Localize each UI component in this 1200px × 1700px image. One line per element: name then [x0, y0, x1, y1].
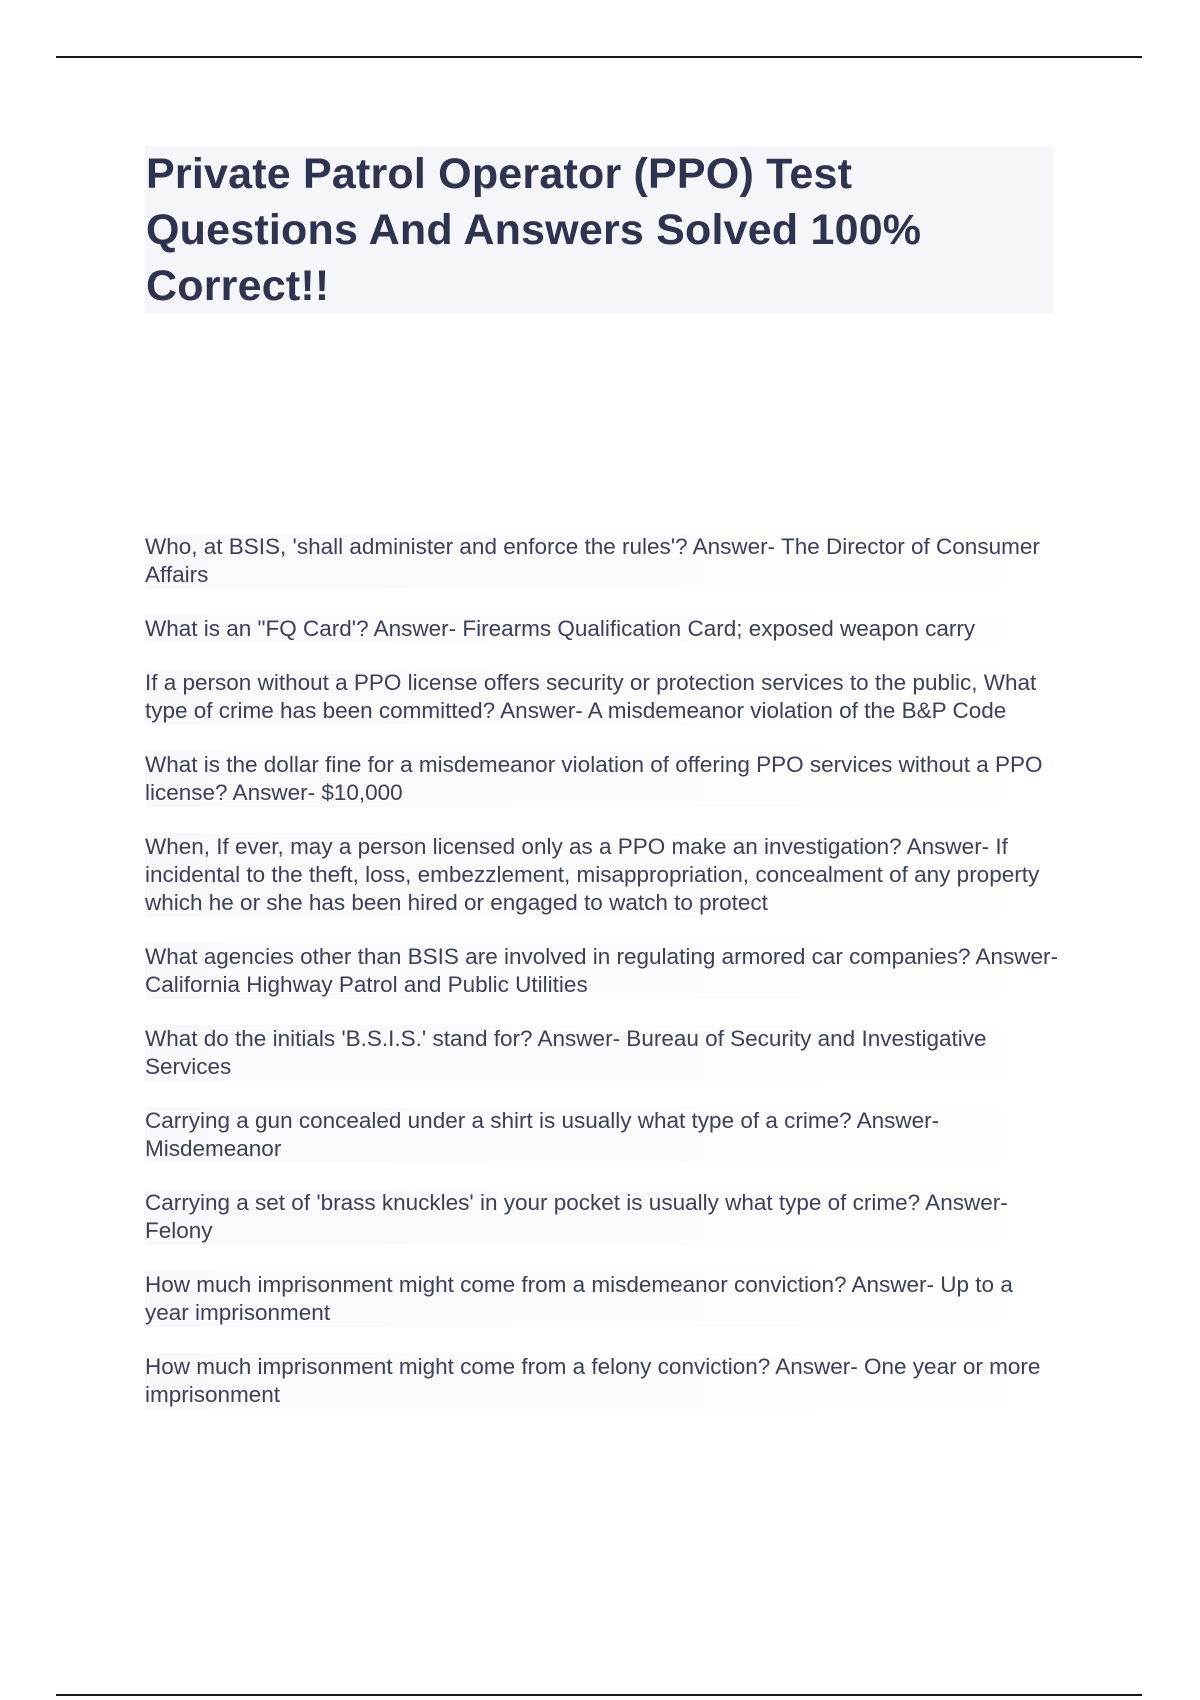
qa-item: If a person without a PPO license offers security or protection services to the public, What type of crime has been committed? Answer- A misdemeanor violation of the B&P Code: [145, 669, 1060, 725]
bottom-divider: [56, 1694, 1142, 1696]
qa-item: What is an "FQ Card'? Answer- Firearms Qualification Card; exposed weapon carry: [145, 615, 1060, 643]
qa-item: How much imprisonment might come from a felony conviction? Answer- One year or more imprisonment: [145, 1353, 1060, 1409]
qa-item: When, If ever, may a person licensed only as a PPO make an investigation? Answer- If incidental to the theft, loss, embezzlement, misappropriation, concealment of any property which he or she has been hired or engaged to watch to protect: [145, 833, 1060, 917]
qa-item: Carrying a gun concealed under a shirt is usually what type of a crime? Answer- Misdemeanor: [145, 1107, 1060, 1163]
qa-item: How much imprisonment might come from a misdemeanor conviction? Answer- Up to a year imprisonment: [145, 1271, 1060, 1327]
qa-item: Carrying a set of 'brass knuckles' in your pocket is usually what type of crime? Answer- Felony: [145, 1189, 1060, 1245]
title-block: [145, 146, 1053, 313]
document-title: Private Patrol Operator (PPO) Test Questions And Answers Solved 100% Correct!!: [146, 150, 922, 310]
qa-item: Who, at BSIS, 'shall administer and enforce the rules'? Answer- The Director of Consumer Affairs: [145, 533, 1060, 589]
qa-item: What agencies other than BSIS are involved in regulating armored car companies? Answer- California Highway Patrol and Public Utilities: [145, 944, 1058, 997]
qa-item: What is the dollar fine for a misdemeanor violation of offering PPO services without a PPO license? Answer- $10,000: [145, 751, 1060, 807]
qa-list: [145, 533, 1060, 1435]
qa-item: What do the initials 'B.S.I.S.' stand for? Answer- Bureau of Security and Investigative Services: [145, 1025, 1060, 1081]
top-divider: [56, 56, 1142, 58]
